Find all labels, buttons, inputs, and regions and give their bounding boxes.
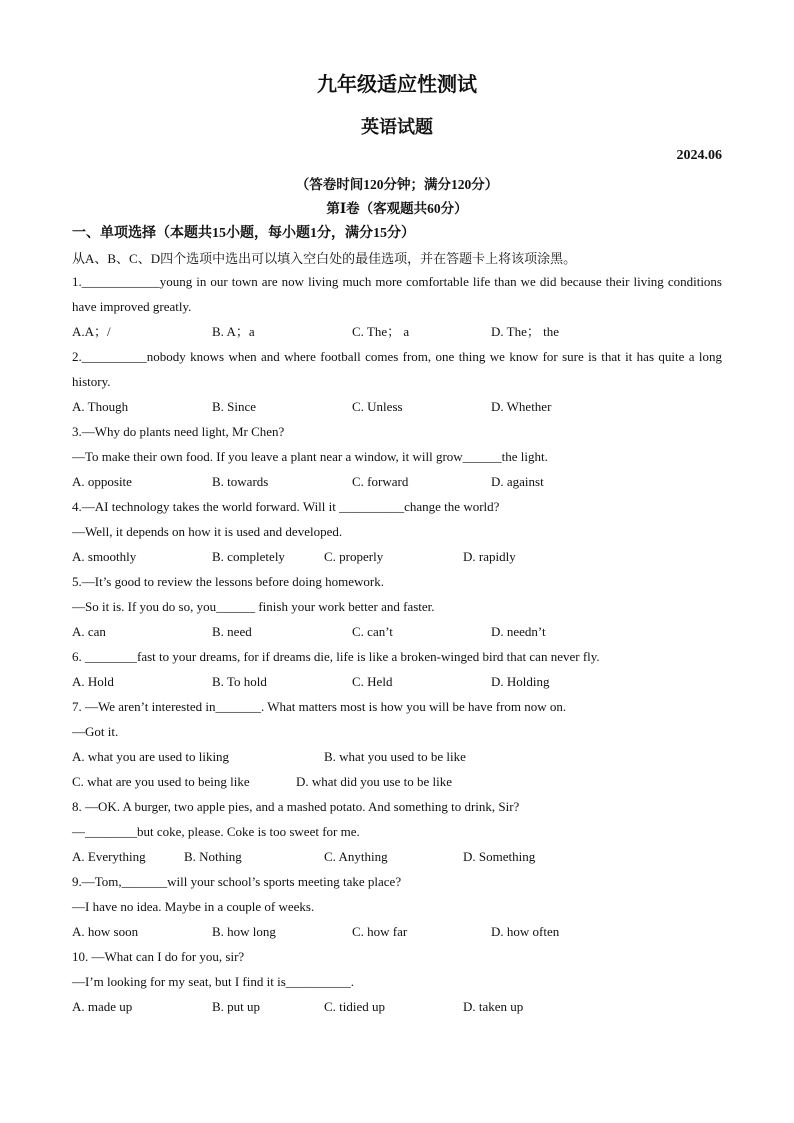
option-b[interactable]: B. To hold <box>212 674 267 689</box>
question-stem: 3.—Why do plants need light, Mr Chen? <box>72 424 285 439</box>
option-c[interactable]: C. Held <box>352 674 393 689</box>
option-a[interactable]: A.A；/ <box>72 324 111 339</box>
question-stem: 6. ________fast to your dreams, for if dreams die, life is like a broken-winged bird that can never fly. <box>72 649 600 664</box>
option-d[interactable]: D. taken up <box>463 999 524 1014</box>
option-a[interactable]: A. can <box>72 624 106 639</box>
option-a[interactable]: A. opposite <box>72 474 132 489</box>
option-c[interactable]: C. properly <box>324 549 384 564</box>
question-reply: —________but coke, please. Coke is too sweet for me. <box>72 824 360 839</box>
option-d[interactable]: D. Whether <box>491 399 552 414</box>
option-c[interactable]: C. what are you used to being like <box>72 774 250 789</box>
question-reply: —Got it. <box>72 724 119 739</box>
option-a[interactable]: A. what you are used to liking <box>72 749 230 764</box>
question-stem: 7. —We aren’t interested in_______. What matters most is how you will be have from now on. <box>72 699 567 714</box>
question-list <box>72 269 722 1019</box>
option-row <box>72 769 722 794</box>
option-b[interactable]: B. A；a <box>212 324 255 339</box>
option-d[interactable]: D. Something <box>463 849 536 864</box>
question-stem: 4.—AI technology takes the world forward. Will it __________change the world? <box>72 499 500 514</box>
option-row <box>72 394 722 419</box>
question-reply: —I’m looking for my seat, but I find it is__________. <box>72 974 355 989</box>
question-4 <box>72 494 722 569</box>
option-a[interactable]: A. made up <box>72 999 133 1014</box>
option-c[interactable]: C. Anything <box>324 849 388 864</box>
option-row <box>72 469 722 494</box>
option-d[interactable]: D. what did you use to be like <box>296 774 452 789</box>
option-d[interactable]: D. against <box>491 474 544 489</box>
section-instruction: 从A、B、C、D四个选项中选出可以填入空白处的最佳选项，并在答题卡上将该项涂黑。 <box>72 251 577 266</box>
option-c[interactable]: C. can’t <box>352 624 393 639</box>
question-5 <box>72 569 722 644</box>
option-b[interactable]: B. how long <box>212 924 276 939</box>
part-heading: 第Ⅰ卷（客观题共60分） <box>326 201 468 216</box>
option-a[interactable]: A. smoothly <box>72 549 137 564</box>
question-2 <box>72 344 722 419</box>
option-b[interactable]: B. what you used to be like <box>324 749 466 764</box>
question-9 <box>72 869 722 944</box>
option-d[interactable]: D. rapidly <box>463 549 516 564</box>
option-c[interactable]: C. how far <box>352 924 408 939</box>
question-6 <box>72 644 722 694</box>
option-row <box>72 919 722 944</box>
question-stem: 5.—It’s good to review the lessons before doing homework. <box>72 574 384 589</box>
question-stem: 1.____________young in our town are now living much more comfortable life than we did because their living conditions have improved greatly. <box>72 274 722 314</box>
option-row <box>72 319 722 344</box>
question-reply: —I have no idea. Maybe in a couple of weeks. <box>72 899 315 914</box>
option-c[interactable]: C. Unless <box>352 399 403 414</box>
option-row <box>72 619 722 644</box>
section-title: 一、单项选择（本题共15小题，每小题1分，满分15分） <box>72 226 415 241</box>
question-stem: 8. —OK. A burger, two apple pies, and a mashed potato. And something to drink, Sir? <box>72 799 520 814</box>
option-b[interactable]: B. put up <box>212 999 261 1014</box>
option-b[interactable]: B. completely <box>212 549 285 564</box>
exam-title: 九年级适应性测试 <box>317 72 477 96</box>
option-row <box>72 844 722 869</box>
option-c[interactable]: C. forward <box>352 474 409 489</box>
option-d[interactable]: D. Holding <box>491 674 550 689</box>
question-8 <box>72 794 722 869</box>
option-row <box>72 544 722 569</box>
option-d[interactable]: D. The； the <box>491 324 559 339</box>
question-stem: 9.—Tom,_______will your school’s sports meeting take place? <box>72 874 402 889</box>
option-c[interactable]: C. tidied up <box>324 999 386 1014</box>
question-3 <box>72 419 722 494</box>
question-reply: —To make their own food. If you leave a plant near a window, it will grow______the light. <box>72 449 548 464</box>
question-7 <box>72 694 722 794</box>
option-b[interactable]: B. Nothing <box>184 849 242 864</box>
question-stem: 10. —What can I do for you, sir? <box>72 949 245 964</box>
option-row <box>72 994 722 1019</box>
option-d[interactable]: D. needn’t <box>491 624 546 639</box>
question-1 <box>72 269 722 344</box>
time-info: （答卷时间120分钟；满分120分） <box>295 177 499 192</box>
option-row <box>72 744 722 769</box>
question-10 <box>72 944 722 1019</box>
option-b[interactable]: B. need <box>212 624 252 639</box>
option-d[interactable]: D. how often <box>491 924 560 939</box>
question-reply: —Well, it depends on how it is used and developed. <box>72 524 343 539</box>
option-a[interactable]: A. how soon <box>72 924 139 939</box>
question-stem: 2.__________nobody knows when and where football comes from, one thing we know for sure is that it has quite a long history. <box>72 349 722 389</box>
exam-date: 2024.06 <box>676 148 722 163</box>
option-row <box>72 669 722 694</box>
option-a[interactable]: A. Though <box>72 399 129 414</box>
option-c[interactable]: C. The； a <box>352 324 410 339</box>
question-reply: —So it is. If you do so, you______ finish your work better and faster. <box>72 599 435 614</box>
option-a[interactable]: A. Everything <box>72 849 146 864</box>
option-a[interactable]: A. Hold <box>72 674 114 689</box>
option-b[interactable]: B. towards <box>212 474 269 489</box>
option-b[interactable]: B. Since <box>212 399 257 414</box>
exam-subtitle: 英语试题 <box>361 117 433 138</box>
